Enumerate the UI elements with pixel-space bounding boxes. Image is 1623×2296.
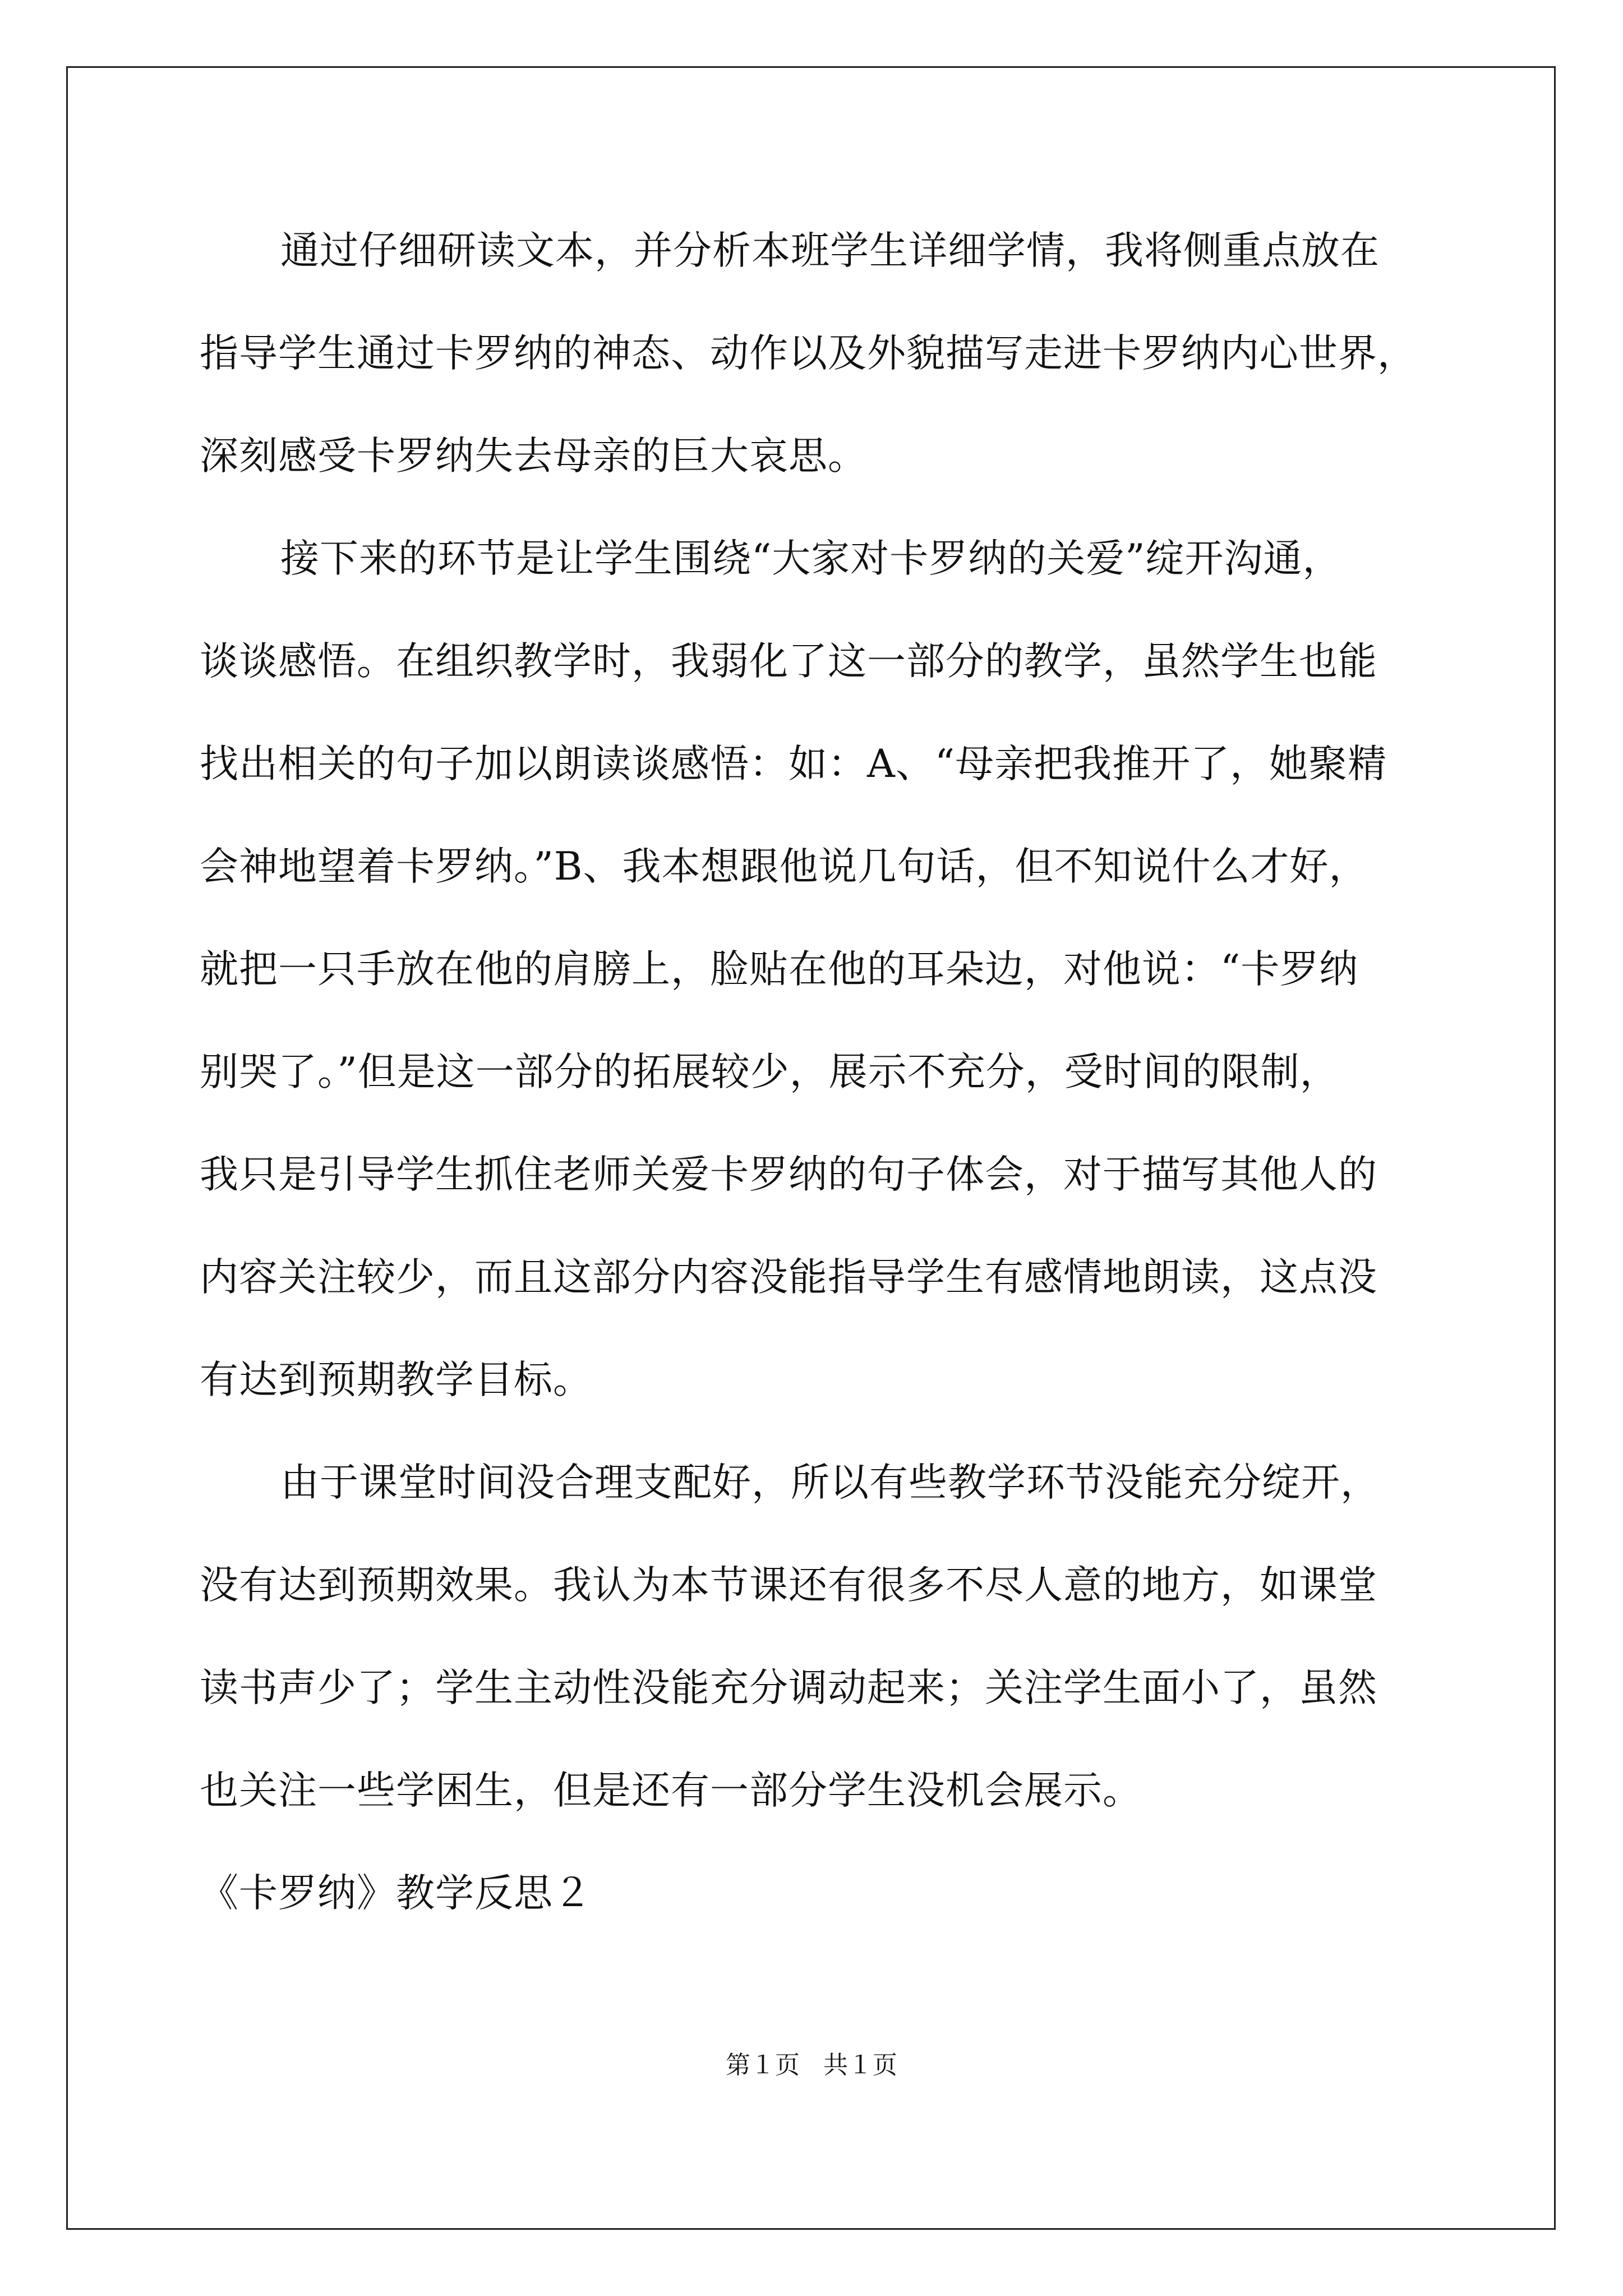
- paragraph-2-line-5: 就把一只手放在他的肩膀上，脸贴在他的耳朵边，对他说：“卡罗纳: [200, 947, 1359, 992]
- paragraph-2-line-1: 接下来的环节是让学生围绕“大家对卡罗纳的关爱”绽开沟通，: [280, 536, 1342, 581]
- paragraph-2-line-8: 内容关注较少，而且这部分内容没能指导学生有感情地朗读，这点没: [200, 1255, 1377, 1300]
- paragraph-2-line-6: 别哭了。”但是这一部分的拓展较少，展示不充分，受时间的限制，: [200, 1050, 1339, 1094]
- paragraph-3-line-4: 也关注一些学困生，但是还有一部分学生没机会展示。: [200, 1768, 1142, 1813]
- paragraph-1-line-1: 通过仔细研读文本，并分析本班学生详细学情，我将侧重点放在: [280, 228, 1380, 273]
- paragraph-3-line-2: 没有达到预期效果。我认为本节课还有很多不尽人意的地方，如课堂: [200, 1563, 1377, 1608]
- section-heading: 《卡罗纳》教学反思２: [200, 1871, 592, 1916]
- page-footer: 第１页 共１页: [726, 2051, 897, 2079]
- paragraph-3-line-1: 由于课堂时间没合理支配好，所以有些教学环节没能充分绽开，: [280, 1460, 1380, 1505]
- paragraph-2-line-3: 找出相关的句子加以朗读谈感悟：如：A、“母亲把我推开了，她聚精: [200, 742, 1387, 786]
- paragraph-1-line-2: 指导学生通过卡罗纳的神态、动作以及外貌描写走进卡罗纳内心世界，: [200, 331, 1417, 376]
- paragraph-2-line-7: 我只是引导学生抓住老师关爱卡罗纳的句子体会，对于描写其他人的: [200, 1152, 1377, 1197]
- paragraph-2-line-4: 会神地望着卡罗纳。”B、我本想跟他说几句话，但不知说什么才好，: [200, 844, 1368, 889]
- paragraph-2-line-9: 有达到预期教学目标。: [200, 1358, 592, 1402]
- paragraph-3-line-3: 读书声少了；学生主动性没能充分调动起来；关注学生面小了，虽然: [200, 1665, 1377, 1710]
- paragraph-1-line-3: 深刻感受卡罗纳失去母亲的巨大哀思。: [200, 434, 867, 478]
- paragraph-2-line-2: 谈谈感悟。在组织教学时，我弱化了这一部分的教学，虽然学生也能: [200, 639, 1377, 684]
